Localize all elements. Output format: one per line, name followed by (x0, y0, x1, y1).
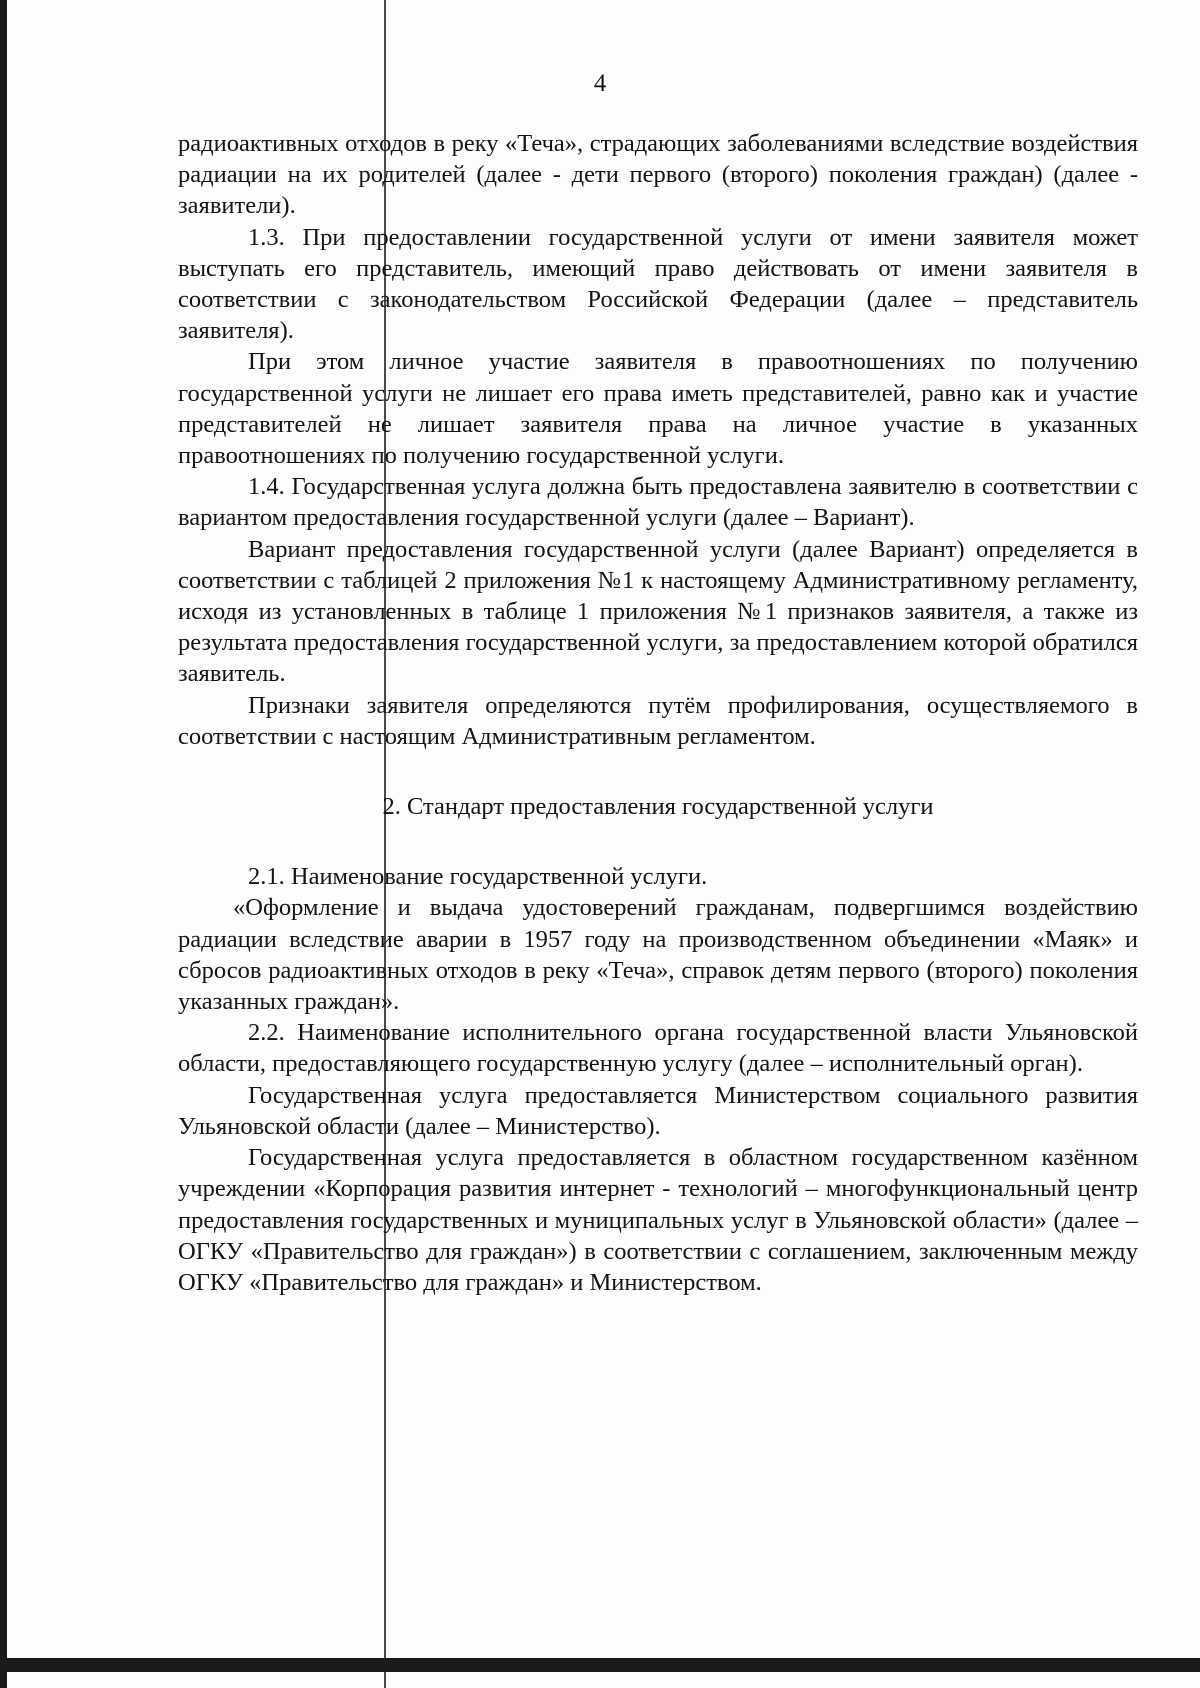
paragraph: Вариант предоставления государственной услуги (далее Вариант) определяется в соответствии с таблицей 2 приложения №1 к настоящему Административному регламенту, исходя из установленных в таблице 1 приложения №1 признаков заявителя, а также из результата предоставления государственной услуги, за предоставлением которой обратился заявитель. (178, 535, 1138, 688)
paragraph: 1.4. Государственная услуга должна быть предоставлена заявителю в соответствии с вариантом предоставления государственной услуги (далее – Вариант). (178, 473, 1138, 532)
paragraph: 2.1. Наименование государственной услуги. (248, 863, 708, 891)
paragraph: «Оформление и выдача удостоверений гражданам, подвергшимся воздействию радиации вследствие аварии в 1957 году на производственном объединении «Маяк» и сбросов радиоактивных отходов в реку «Теча», справок детям первого (второго) поколения указанных граждан». (178, 894, 1138, 1016)
section-heading: 2. Стандарт предоставления государственной услуги (382, 793, 934, 821)
paragraph: Государственная услуга предоставляется Министерством социального развития Ульяновской области (далее – Министерство). (178, 1081, 1138, 1140)
page-number: 4 (593, 70, 607, 97)
paragraph: 2.2. Наименование исполнительного органа государственной власти Ульяновской области, предоставляющего государственную услугу (далее – исполнительный орган). (178, 1019, 1138, 1078)
paragraph: При этом личное участие заявителя в правоотношениях по получению государственной услуги не лишает его права иметь представителей, равно как и участие представителей не лишает заявителя права на личное участие в указанных правоотношениях по получению государственной услуги. (178, 348, 1138, 470)
scan-edge-left (0, 0, 7, 1688)
paragraph: радиоактивных отходов в реку «Теча», страдающих заболеваниями вследствие воздействия радиации на их родителей (далее - дети первого (второго) поколения граждан) (далее - заявители). (178, 130, 1138, 220)
paragraph: Государственная услуга предоставляется в областном государственном казённом учреждении «Корпорация развития интернет - технологий – многофункциональный центр предоставления государственных и муниципальных услуг в Ульяновской области» (далее – ОГКУ «Правительство для граждан») в соответствии с соглашением, заключенным между ОГКУ «Правительство для граждан» и Министерством. (178, 1144, 1138, 1296)
document-body (178, 128, 1138, 1298)
paragraph: Признаки заявителя определяются путём профилирования, осуществляемого в соответствии с настоящим Административным регламентом. (178, 691, 1138, 750)
paragraph: 1.3. При предоставлении государственной услуги от имени заявителя может выступать его представитель, имеющий право действовать от имени заявителя в соответствии с законодательством Российской Федерации (далее – представитель заявителя). (178, 223, 1138, 345)
scan-edge-bottom (0, 1658, 1200, 1672)
